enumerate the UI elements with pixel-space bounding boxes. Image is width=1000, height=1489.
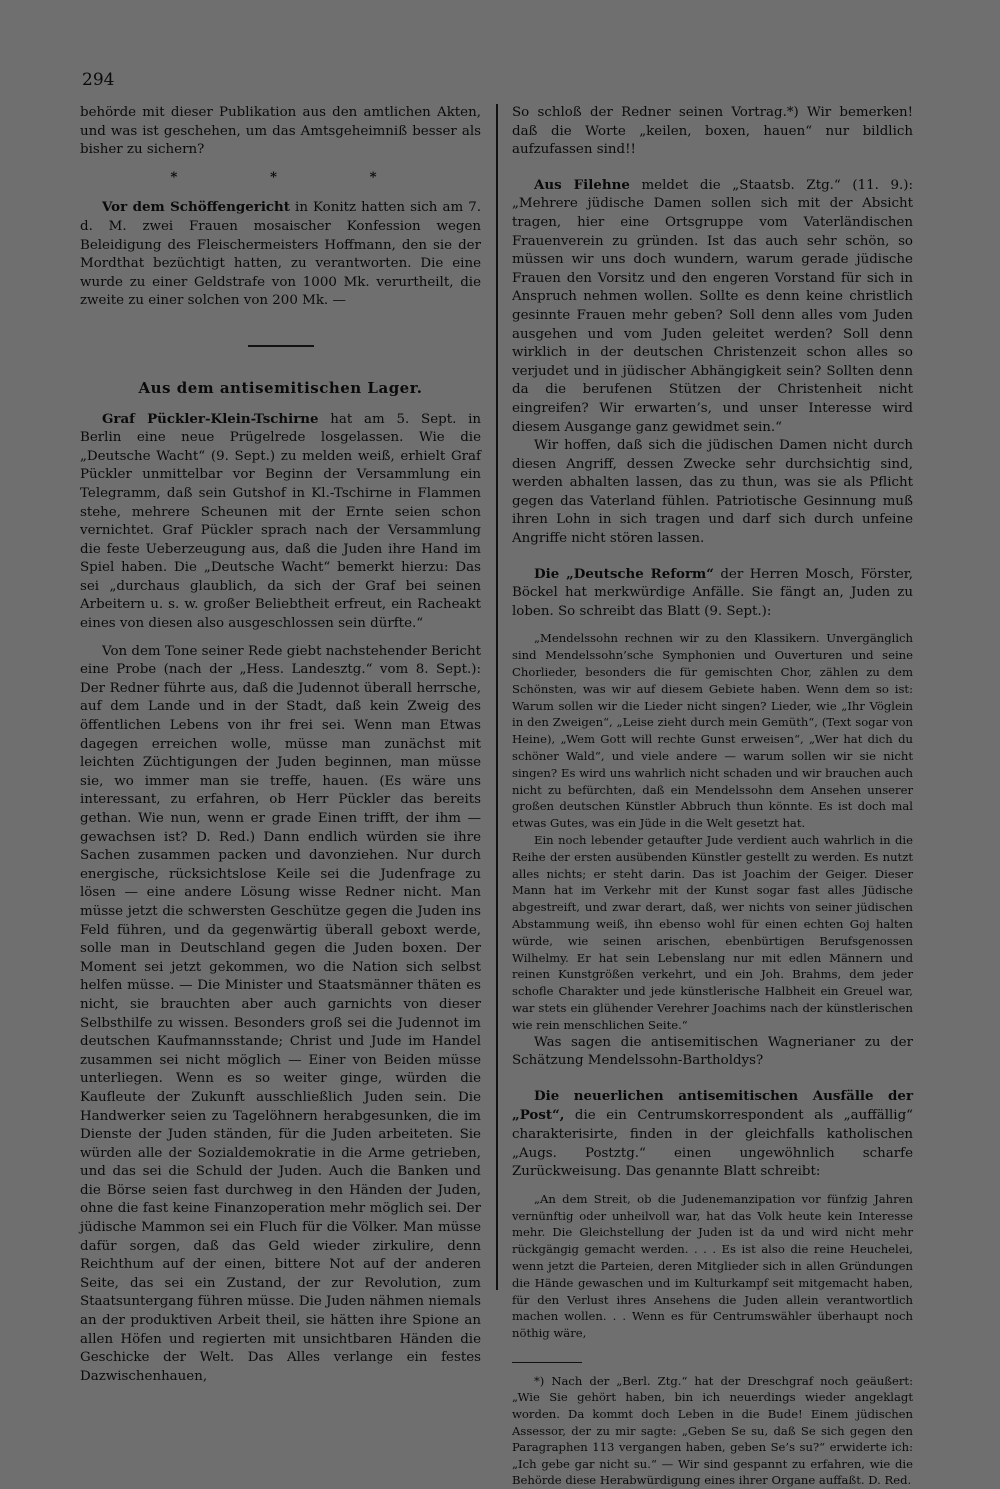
filehne-paragraph: [512, 176, 913, 437]
left-column: [80, 104, 481, 1386]
section-asterisks: * * *: [170, 168, 421, 185]
reform-paragraph: [512, 565, 913, 622]
footnote: [512, 1373, 913, 1489]
pueckler-paragraph: [80, 410, 481, 634]
section-divider: [248, 345, 314, 347]
pueckler-body: hat am 5. Sept. in Berlin eine neue Prügelrede losgelassen. Wie die „Deutsche Wacht“ (9. Sept.) zu melden weiß, erhielt Graf Pückler unmittelbar vor Beginn der Versammlung ein Telegramm, daß sein Gutshof in Kl.-Tschirne in Flammen stehe, mehrere Scheunen mit der Ernte seien schon vernichtet. Graf Pückler sprach nach der Versammlung die feste Ueberzeugung aus, daß die Juden ihre Hand im Spiel haben. Die „Deutsche Wacht“ bemerkt hierzu: Das sei „durchaus glaublich, da sich der Graf bei seinen Arbeitern u. s. w. großer Beliebtheit erfreut, ein Racheakt eines von diesen also ausgeschlossen sein dürfte.“: [80, 411, 481, 632]
post-heading: Die neuerlichen antisemitischen Ausfälle der „Post“,: [512, 1087, 913, 1124]
intro-paragraph: behörde mit dieser Publikation aus den amtlichen Akten, und was ist geschehen, um das Amtsgeheimniß besser als bisher zu sichern?: [80, 105, 481, 158]
schoeffen-paragraph: [80, 198, 481, 311]
post-paragraph: [512, 1087, 913, 1182]
hoffen-paragraph: Wir hoffen, daß sich die jüdischen Damen nicht durch diesen Angriff, dessen Zwecke sehr durchsichtig sind, werden abhalten lassen, das zu thun, was sie als Pflicht gegen das Vaterland fühlen. Patriotische Gesinnung muß ihren Lohn in sich tragen und darf sich durch unfeine Angriffe nicht stören lassen.: [512, 438, 913, 547]
footnote-rule: [512, 1362, 582, 1363]
schoeffen-body: in Konitz hatten sich am 7. d. M. zwei Frauen mosaischer Konfession wegen Beleidigung des Fleischermeisters Hoffmann, den sie der Mordthat bezüchtigt hatten, zu verantworten. Die eine wurde zu einer Geldstrafe von 1000 Mk. verurtheilt, die zweite zu einer solchen von 200 Mk. —: [80, 200, 481, 309]
right-column: [512, 104, 913, 1489]
column-rule: [496, 104, 498, 1290]
reform-body: der Herren Mosch, Förster, Böckel hat merkwürdige Anfälle. Sie fängt an, Juden zu loben. So schreibt das Blatt (9. Sept.):: [512, 566, 913, 619]
page-number: 294: [82, 70, 115, 90]
pueckler-heading: Graf Pückler-Klein-Tschirne: [102, 410, 319, 427]
filehne-body: meldet die „Staatsb. Ztg.“ (11. 9.): „Mehrere jüdische Damen sollen sich mit der Absicht tragen, hier eine Ortsgruppe vom Vaterländischen Frauenverein zu gründen. Ist das auch sehr schön, so müssen wir uns doch wundern, warum gerade jüdische Frauen den Vorsitz und den engeren Vorstand für sich in Anspruch nehmen wollen. Sollte es denn keine christlich gesinnte Frauen mehr geben? Soll denn alles vom Juden ausgehen und vom Juden geleitet werden? Soll denn wirklich in der deutschen Christenzeit schon alles so verjudet und in jüdischer Abhängigkeit sein? Sollten denn da die berufenen Stützen der Christenheit nicht eingreifen? Wir erwarten’s, und unser Interesse wird diesem Ausgange ganz gewidmet sein.“: [512, 177, 913, 435]
post-quote: „An dem Streit, ob die Judenemanzipation vor fünfzig Jahren vernünftig oder unheilvoll war, hat das Volk heute kein Interesse mehr. Die Gleichstellung der Juden ist da und wird nicht mehr rückgängig gemacht werden. . . . Es ist also die reine Heuchelei, wenn jetzt die Parteien, deren Mitglieder sich in allen Gründungen die Hände gewaschen und im Kulturkampf seit mitgemacht haben, für den Verlust ihres Ansehens die Juden allein verantwortlich machen wollen. . . Wenn es für Centrumswähler überhaupt noch nöthig wäre,: [512, 1191, 913, 1341]
reform-quote-1: „Mendelssohn rechnen wir zu den Klassikern. Unvergänglich sind Mendelssohn’sche Symphonien und Ouverturen und seine Chorlieder, besonders die für gemischten Chor, zählen zu dem Schönsten, was wir auf diesem Gebiete haben. Wenn dem so ist: Warum sollen wir die Lieder nicht singen? Lieder, wie „Ihr Vöglein in den Zweigen“, „Leise zieht durch mein Gemüth“, (Text sogar von Heine), „Wem Gott will rechte Gunst erweisen“, „Wer hat dich du schöner Wald“, und viele andere — warum sollen wir sie nicht singen? Es wird uns wahrlich nicht schaden und wir brauchen auch nicht zu befürchten, daß ein Mendelssohn dem Ansehen unserer großen deutschen Künstler Abbruch thun könnte. Es ist doch mal etwas Gutes, was ein Jüde in die Welt gesetzt hat.: [512, 631, 913, 831]
schoeffen-heading: Vor dem Schöffengericht: [102, 199, 290, 216]
filehne-heading: Aus Filehne: [534, 176, 630, 193]
reform-question: Was sagen die antisemitischen Wagnerianer zu der Schätzung Mendelssohn-Bartholdys?: [512, 1034, 913, 1069]
post-body: die ein Centrumskorrespondent als „auffällig“ charakterisirte, finden in der gleichfalls katholischen „Augs. Postztg.“ einen ungewöhnlich scharfe Zurückweisung. Das genannte Blatt schreibt:: [512, 1108, 913, 1180]
section-title: Aus dem antisemitischen Lager.: [138, 378, 423, 397]
continuation-paragraph: So schloß der Redner seinen Vortrag.*) Wir bemerken! daß die Worte „keilen, boxen, hauen“ nur bildlich aufzufassen sind!!: [512, 105, 913, 158]
reform-quote-2: Ein noch lebender getaufter Jude verdient auch wahrlich in die Reihe der ersten ausübenden Künstler gestellt zu werden. Es nutzt alles nichts; er steht darin. Das ist Joachim der Geiger. Dieser Mann hat im Verkehr mit der Kunst sogar fast alles Jüdische abgestreift, und zwar derart, daß, wer nichts von seiner jüdischen Abstammung weiß, ihn ebenso wohl für einen echten Goj halten würde, wie seinen arischen, ebenbürtigen Berufsgenossen Wilhelmy. Er hat sein Lebenslang nur mit edlen Männern und reinen Kunstgrößen verkehrt, und ein Joh. Brahms, dem jeder schofle Charakter und jede künstlerische Halbheit ein Greuel war, war stets ein glühender Verehrer Joachims nach der künstlerischen wie rein menschlichen Seite.“: [512, 833, 913, 1032]
footnote-text: *) Nach der „Berl. Ztg.“ hat der Dreschgraf noch geäußert: „Wie Sie gehört haben, bin ich neuerdings wieder angeklagt worden. Da kommt doch Leben in die Bude! Einem jüdischen Assessor, der zu mir sagte: „Geben Se su, daß Se sich gegen den Paragraphen 113 vergangen haben, geben Se’s su?“ erwiderte ich: „Ich gebe gar nicht su.“ — Wir sind gespannt zu erfahren, wie die Behörde diese Herabwürdigung eines ihrer Organe auffaßt. D. Red.: [512, 1373, 913, 1488]
tone-paragraph: Von dem Tone seiner Rede giebt nachstehender Bericht eine Probe (nach der „Hess. Landesztg.“ vom 8. Sept.): Der Redner führte aus, daß die Judennot überall herrsche, auf dem Lande und in der Stadt, daß kein Zweig des öffentlichen Lebens von ihr frei sei. Wenn man Etwas dagegen erreichen wolle, müsse man zunächst mit leichten Züchtigungen der Juden beginnen, man müsse sie, wo immer man sie treffe, hauen. (Es wäre uns interessant, zu erfahren, ob Herr Pückler das bereits gethan. Wie nun, wenn er grade Einen trifft, der ihm — gewachsen ist? D. Red.) Dann endlich würden sie ihre Sachen zusammen packen und davonziehen. Nur durch energische, rücksichtslose Keile sei die Judenfrage zu lösen — eine andere Lösung wisse Redner nicht. Man müsse jetzt die schwersten Geschütze gegen die Juden ins Feld führen, und da gegenwärtig überall geboxt werde, solle man in Deutschland gegen die Juden boxen. Der Moment sei jetzt gekommen, wo die Nation sich selbst helfen müsse. — Die Minister und Staatsmänner thäten es nicht, sie brauchten aber auch garnichts von dieser Selbsthilfe zu wissen. Besonders groß sei die Judennot im deutschen Kaufmannsstande; Christ und Jude im Handel zusammen sei nicht möglich — Einer von Beiden müsse unterliegen. Wenn es so weiter ginge, würden die Kaufleute der Zukunft ausschließlich Juden sein. Die Handwerker seien zu Tagelöhnern herabgesunken, die im Dienste der Juden ständen, für die Juden arbeiteten. Sie würden alle der Sozialdemokratie in die Arme getrieben, und das sei die Schuld der Juden. Auch die Banken und die Börse seien fast durchweg in den Händen der Juden, ohne die fast keine Finanzoperation mehr möglich sei. Der jüdische Mammon sei ein Fluch für die Völker. Man müsse dafür sorgen, daß das Geld wieder zirkulire, denn Reichthum auf der einen, bittere Not auf der anderen Seite, das sei ein Zustand, der zur Revolution, zum Staatsuntergang führen müsse. Die Juden nähmen niemals an der produktiven Arbeit theil, sie hätten ihre Spione an allen Höfen und regierten mit unsichtbaren Händen die Geschicke der Welt. Das Alles verlange ein festes Dazwischenhauen,: [80, 643, 481, 1384]
reform-heading: Die „Deutsche Reform“: [534, 565, 714, 582]
